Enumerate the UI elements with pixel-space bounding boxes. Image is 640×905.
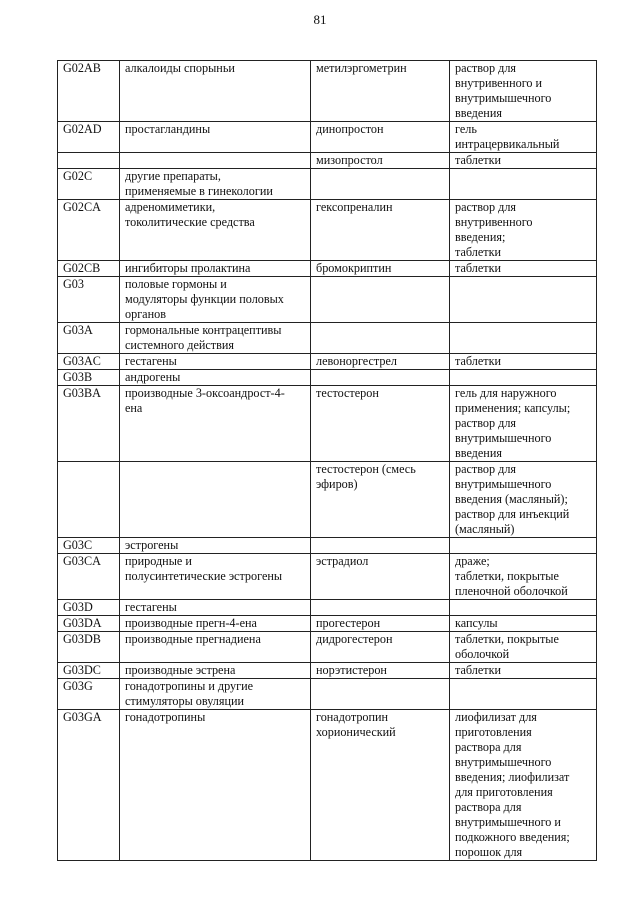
table-row	[58, 538, 597, 554]
atc-code-cell: G02AB	[58, 61, 120, 122]
dosage-form-cell: раствор для внутривенного и внутримышечного введения	[450, 61, 597, 122]
dosage-form-cell: капсулы	[450, 616, 597, 632]
pharmacological-group-cell: производные прегнадиена	[120, 632, 311, 663]
table-row	[58, 679, 597, 710]
drug-name-cell: гексопреналин	[311, 200, 450, 261]
atc-code-cell	[58, 153, 120, 169]
dosage-form-cell	[450, 370, 597, 386]
drug-name-cell: тестостерон (смесь эфиров)	[311, 462, 450, 538]
atc-code-cell: G03D	[58, 600, 120, 616]
table-row	[58, 323, 597, 354]
pharmacological-group-cell: другие препараты, применяемые в гинекологии	[120, 169, 311, 200]
table-row	[58, 632, 597, 663]
drug-name-cell: динопростон	[311, 122, 450, 153]
atc-code-cell: G03	[58, 277, 120, 323]
atc-code-cell: G03CA	[58, 554, 120, 600]
atc-code-cell: G03AC	[58, 354, 120, 370]
drug-name-cell: прогестерон	[311, 616, 450, 632]
dosage-form-cell	[450, 169, 597, 200]
atc-code-cell: G03B	[58, 370, 120, 386]
table-row	[58, 153, 597, 169]
atc-code-cell: G03DC	[58, 663, 120, 679]
dosage-form-cell: гель интрацервикальный	[450, 122, 597, 153]
table-row	[58, 600, 597, 616]
drug-name-cell	[311, 323, 450, 354]
dosage-form-cell	[450, 323, 597, 354]
drug-name-cell: тестостерон	[311, 386, 450, 462]
dosage-form-cell: драже; таблетки, покрытые пленочной оболочкой	[450, 554, 597, 600]
dosage-form-cell	[450, 538, 597, 554]
drug-name-cell	[311, 169, 450, 200]
atc-code-cell: G03C	[58, 538, 120, 554]
dosage-form-cell: таблетки	[450, 153, 597, 169]
pharmacological-group-cell: простагландины	[120, 122, 311, 153]
pharmacological-group-cell	[120, 153, 311, 169]
pharmacological-group-cell: ингибиторы пролактина	[120, 261, 311, 277]
dosage-form-cell: гель для наружного применения; капсулы; раствор для внутримышечного введения	[450, 386, 597, 462]
pharmacological-group-cell: гормональные контрацептивы системного действия	[120, 323, 311, 354]
dosage-form-cell	[450, 600, 597, 616]
drug-name-cell: бромокриптин	[311, 261, 450, 277]
table-row	[58, 616, 597, 632]
dosage-form-cell: раствор для внутривенного введения; таблетки	[450, 200, 597, 261]
drug-name-cell: дидрогестерон	[311, 632, 450, 663]
atc-code-cell: G03BA	[58, 386, 120, 462]
pharmacological-group-cell: гестагены	[120, 600, 311, 616]
pharmacological-group-cell: адреномиметики, токолитические средства	[120, 200, 311, 261]
drug-name-cell	[311, 370, 450, 386]
drug-name-cell: мизопростол	[311, 153, 450, 169]
table-row	[58, 710, 597, 861]
table-row	[58, 200, 597, 261]
drug-table	[57, 60, 597, 861]
page-number: 81	[313, 12, 327, 27]
dosage-form-cell: таблетки, покрытые оболочкой	[450, 632, 597, 663]
dosage-form-cell: таблетки	[450, 354, 597, 370]
table-row	[58, 61, 597, 122]
drug-name-cell: эстрадиол	[311, 554, 450, 600]
pharmacological-group-cell: производные прегн-4-ена	[120, 616, 311, 632]
drug-name-cell: норэтистерон	[311, 663, 450, 679]
table-row	[58, 261, 597, 277]
atc-code-cell: G03A	[58, 323, 120, 354]
table-row	[58, 554, 597, 600]
table-row	[58, 122, 597, 153]
table-row	[58, 386, 597, 462]
atc-code-cell: G03DB	[58, 632, 120, 663]
atc-code-cell: G03G	[58, 679, 120, 710]
drug-name-cell	[311, 277, 450, 323]
drug-name-cell: левоноргестрел	[311, 354, 450, 370]
atc-code-cell: G02CB	[58, 261, 120, 277]
atc-code-cell: G02C	[58, 169, 120, 200]
pharmacological-group-cell: половые гормоны и модуляторы функции половых органов	[120, 277, 311, 323]
pharmacological-group-cell: гонадотропины	[120, 710, 311, 861]
table-row	[58, 462, 597, 538]
drug-name-cell: гонадотропин хорионический	[311, 710, 450, 861]
atc-code-cell: G03GA	[58, 710, 120, 861]
dosage-form-cell: таблетки	[450, 261, 597, 277]
table-row	[58, 663, 597, 679]
drug-name-cell: метилэргометрин	[311, 61, 450, 122]
pharmacological-group-cell: эстрогены	[120, 538, 311, 554]
table-row	[58, 370, 597, 386]
dosage-form-cell	[450, 277, 597, 323]
pharmacological-group-cell: андрогены	[120, 370, 311, 386]
pharmacological-group-cell: производные 3-оксоандрост-4- ена	[120, 386, 311, 462]
drug-name-cell	[311, 679, 450, 710]
pharmacological-group-cell	[120, 462, 311, 538]
dosage-form-cell: раствор для внутримышечного введения (масляный); раствор для инъекций (масляный)	[450, 462, 597, 538]
atc-code-cell: G02AD	[58, 122, 120, 153]
drug-name-cell	[311, 600, 450, 616]
pharmacological-group-cell: гонадотропины и другие стимуляторы овуляции	[120, 679, 311, 710]
table-body	[58, 61, 597, 861]
dosage-form-cell: таблетки	[450, 663, 597, 679]
atc-code-cell: G03DA	[58, 616, 120, 632]
atc-code-cell: G02CA	[58, 200, 120, 261]
pharmacological-group-cell: производные эстрена	[120, 663, 311, 679]
dosage-form-cell: лиофилизат для приготовления раствора для внутримышечного введения; лиофилизат для приготовления раствора для внутримышечного и подкожного введения; порошок для	[450, 710, 597, 861]
table-row	[58, 354, 597, 370]
drug-name-cell	[311, 538, 450, 554]
pharmacological-group-cell: гестагены	[120, 354, 311, 370]
atc-code-cell	[58, 462, 120, 538]
table-row	[58, 169, 597, 200]
pharmacological-group-cell: алкалоиды спорыньи	[120, 61, 311, 122]
pharmacological-group-cell: природные и полусинтетические эстрогены	[120, 554, 311, 600]
dosage-form-cell	[450, 679, 597, 710]
table-row	[58, 277, 597, 323]
